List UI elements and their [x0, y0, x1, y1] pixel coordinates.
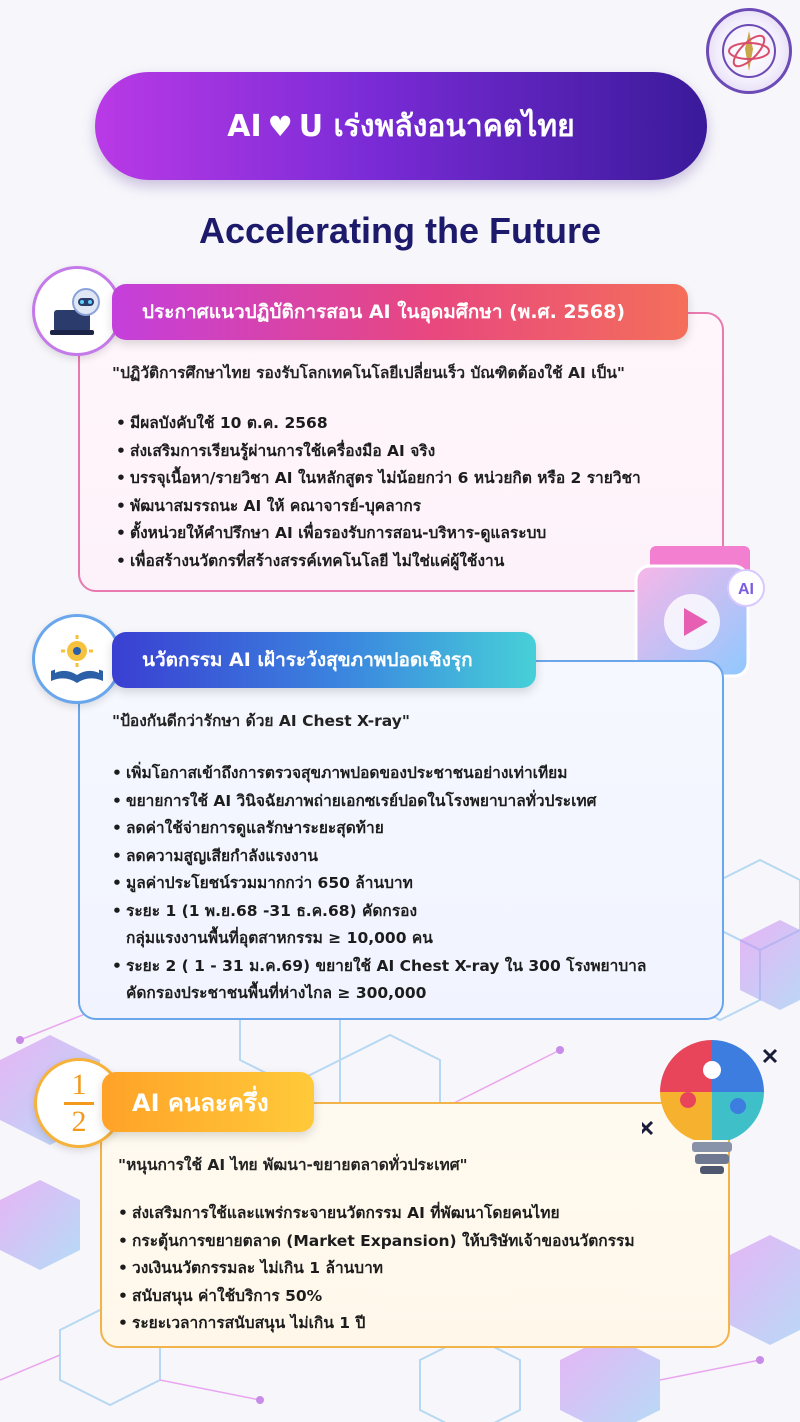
bullet-list-ai-half	[118, 1200, 718, 1338]
section-heading-chest-xray: นวัตกรรม AI เฝ้าระวังสุขภาพปอดเชิงรุก	[112, 632, 536, 688]
list-item	[112, 898, 712, 953]
phase2-line2: คัดกรองประชาชนพื้นที่ห่างไกล ≥ 300,000	[126, 984, 427, 1002]
heart-icon: ♥	[267, 109, 293, 143]
section-quote-ai-half: "หนุนการใช้ AI ไทย พัฒนา-ขยายตลาดทั่วประเทศ"	[118, 1156, 468, 1174]
list-item: • กระตุ้นการขยายตลาด (Market Expansion) ให้บริษัทเจ้าของนวัตกรรม	[118, 1228, 718, 1256]
list-item: • ส่งเสริมการเรียนรู้ผ่านการใช้เครื่องมือ AI จริง	[116, 438, 716, 466]
title-suffix: U เร่งพลังอนาคตไทย	[298, 108, 575, 144]
list-item	[112, 953, 712, 1008]
phase2-line1: • ระยะ 2 ( 1 - 31 ม.ค.69) ขยายใช้ AI Chest X-ray ใน 300 โรงพยาบาล	[126, 956, 647, 975]
robot-laptop-icon	[32, 266, 122, 356]
list-item: • มีผลบังคับใช้ 10 ต.ค. 2568	[116, 410, 716, 438]
list-item: • ขยายการใช้ AI วินิจฉัยภาพถ่ายเอกซเรย์ปอดในโรงพยาบาลทั่วประเทศ	[112, 788, 712, 816]
list-item: • ลดค่าใช้จ่ายการดูแลรักษาระยะสุดท้าย	[112, 815, 712, 843]
page-subtitle: Accelerating the Future	[198, 210, 602, 251]
list-item: • สนับสนุน ค่าใช้บริการ 50%	[118, 1283, 718, 1311]
list-item: • พัฒนาสมรรถนะ AI ให้ คณาจารย์-บุคลากร	[116, 493, 716, 521]
puzzle-lightbulb-illustration	[642, 1030, 792, 1190]
list-item: • ส่งเสริมการใช้และแพร่กระจายนวัตกรรม AI ที่พัฒนาโดยคนไทย	[118, 1200, 718, 1228]
list-item: • มูลค่าประโยชน์รวมมากกว่า 650 ล้านบาท	[112, 870, 712, 898]
ai-badge-icon: AI	[738, 581, 754, 598]
list-item: • วงเงินนวัตกรรมละ ไม่เกิน 1 ล้านบาท	[118, 1255, 718, 1283]
fraction-numerator: 1	[71, 1067, 87, 1101]
list-item: • ลดความสูญเสียกำลังแรงงาน	[112, 843, 712, 871]
fraction-denominator: 2	[71, 1104, 87, 1138]
section-quote-ai-teaching: "ปฏิวัติการศึกษาไทย รองรับโลกเทคโนโลยีเปลี่ยนเร็ว บัณฑิตต้องใช้ AI เป็น"	[112, 364, 626, 382]
book-gear-icon	[32, 614, 122, 704]
list-item: • ระยะเวลาการสนับสนุน ไม่เกิน 1 ปี	[118, 1310, 718, 1338]
title-banner	[95, 72, 707, 180]
section-quote-chest-xray: "ป้องกันดีกว่ารักษา ด้วย AI Chest X-ray"	[112, 712, 410, 730]
section-heading-ai-teaching: ประกาศแนวปฏิบัติการสอน AI ในอุดมศึกษา (พ.ศ. 2568)	[112, 284, 688, 340]
bullet-list-chest-xray	[112, 760, 712, 1008]
ministry-seal-logo	[706, 8, 792, 94]
title-prefix: AI	[227, 108, 262, 144]
list-item: • บรรจุเนื้อหา/รายวิชา AI ในหลักสูตร ไม่น้อยกว่า 6 หน่วยกิต หรือ 2 รายวิชา	[116, 465, 716, 493]
phase1-line1: • ระยะ 1 (1 พ.ย.68 -31 ธ.ค.68) คัดกรอง	[126, 901, 418, 920]
list-item: • เพื่อสร้างนวัตกรที่สร้างสรรค์เทคโนโลยี ไม่ใช่แค่ผู้ใช้งาน	[116, 548, 716, 576]
bullet-list-ai-teaching	[116, 410, 716, 575]
phase1-line2: กลุ่มแรงงานพื้นที่อุตสาหกรรม ≥ 10,000 คน	[126, 929, 433, 947]
section-heading-ai-half: AI คนละครึ่ง	[102, 1072, 314, 1132]
list-item: • ตั้งหน่วยให้คำปรึกษา AI เพื่อรองรับการสอน-บริหาร-ดูแลระบบ	[116, 520, 716, 548]
list-item: • เพิ่มโอกาสเข้าถึงการตรวจสุขภาพปอดของประชาชนอย่างเท่าเทียม	[112, 760, 712, 788]
